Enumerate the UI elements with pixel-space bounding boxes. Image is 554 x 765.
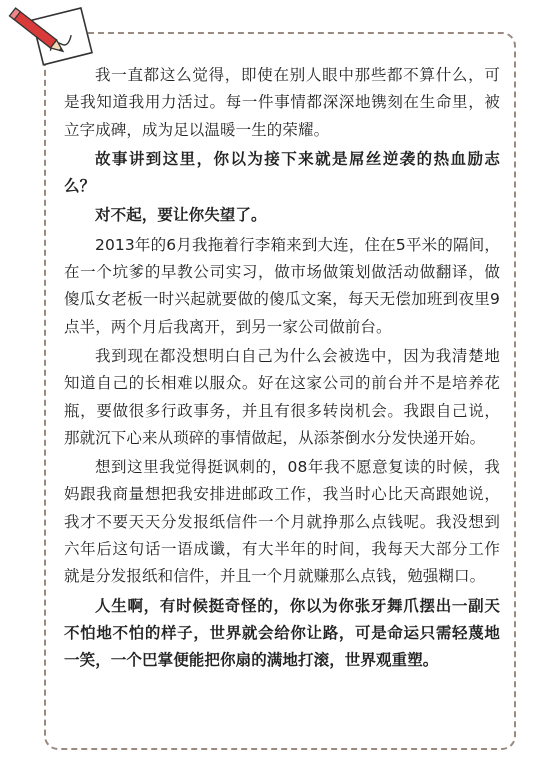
- article-body: [64, 62, 500, 677]
- paragraph: 2013年的6月我拖着行李箱来到大连，住在5平米的隔间，在一个坑爹的早教公司实习，做市场做策划做活动做翻译，做傻瓜女老板一时兴起就要做的傻瓜文案，每天无偿加班到夜里9点半，两个月后我离开，到另一家公司做前台。: [64, 235, 500, 336]
- paragraph: 我一直都这么觉得，即使在别人眼中那些都不算什么，可是我知道我用力活过。每一件事情都深深地镌刻在生命里，被立字成碑，成为足以温暖一生的荣耀。: [64, 66, 500, 139]
- paragraph: 人生啊，有时候挺奇怪的，你以为你张牙舞爪摆出一副天不怕地不怕的样子，世界就会给你让路，可是命运只需轻蔑地一笑，一个巴掌便能把你扇的满地打滚，世界观重塑。: [64, 596, 500, 670]
- paragraph: 想到这里我觉得挺讽刺的，08年我不愿意复读的时候，我妈跟我商量想把我安排进邮政工作，我当时心比天高跟她说，我才不要天天分发报纸信件一个月就挣那么点钱呢。我没想到六年后这句话一语成谶，有大半年的时间，我每天大部分工作就是分发报纸和信件，并且一个月就赚那么点钱，勉强糊口。: [64, 458, 500, 586]
- paragraph: 我到现在都没想明白自己为什么会被选中，因为我清楚地知道自己的长相难以服众。好在这家公司的前台并不是培养花瓶，要做很多行政事务，并且有很多转岗机会。我跟自己说，那就沉下心来从琐碎的事情做起，从添茶倒水分发快递开始。: [64, 346, 500, 447]
- paragraph: 对不起，要让你失望了。: [95, 206, 267, 225]
- paragraph: 故事讲到这里，你以为接下来就是屌丝逆袭的热血励志么？: [64, 149, 500, 196]
